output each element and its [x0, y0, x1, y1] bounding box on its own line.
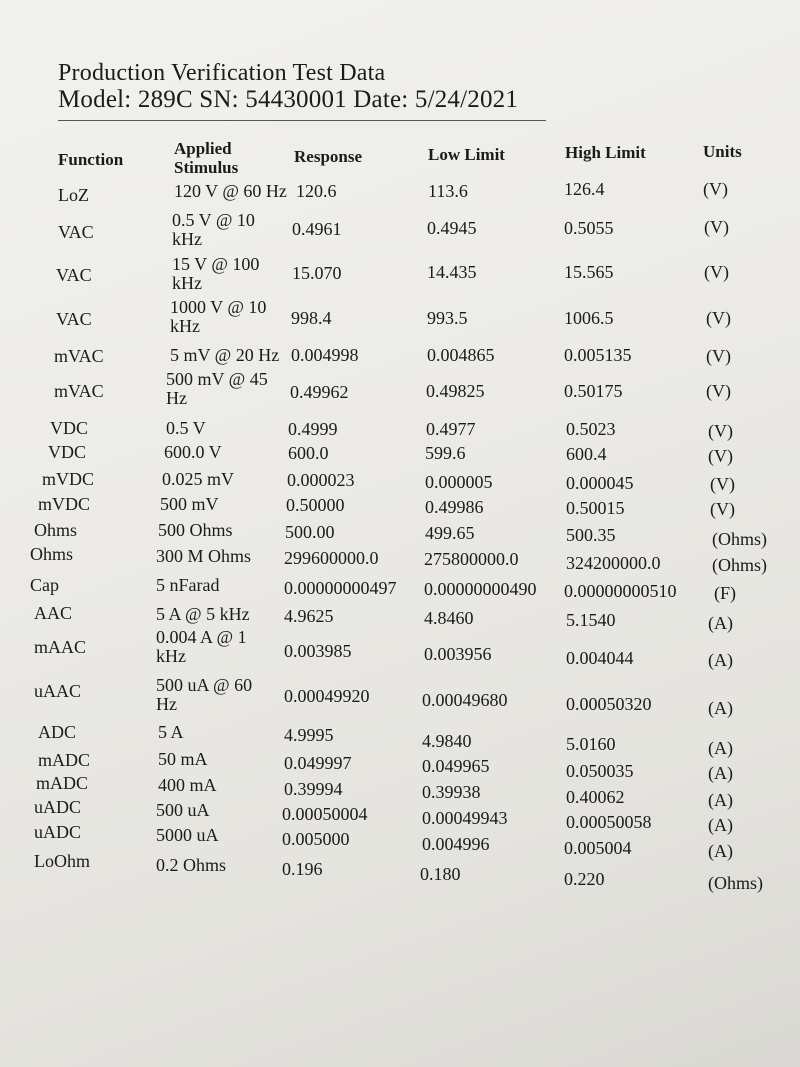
stimulus-cell: 500 uA — [156, 800, 210, 820]
stimulus-cell: 5 A @ 5 kHz — [156, 604, 250, 624]
high-limit-cell: 324200000.0 — [566, 553, 661, 573]
units-cell: (A) — [708, 650, 733, 670]
stimulus-cell: 500 Ohms — [158, 520, 233, 540]
high-limit-cell: 126.4 — [564, 179, 605, 199]
high-limit-cell: 0.000045 — [566, 473, 634, 493]
response-cell: 299600000.0 — [284, 548, 379, 568]
response-cell: 0.003985 — [284, 641, 352, 661]
stimulus-cell: 15 V @ 100 kHz — [172, 254, 260, 293]
low-limit-cell: 0.00049680 — [422, 690, 508, 710]
header-function: Function — [58, 150, 124, 169]
units-cell: (Ohms) — [712, 555, 767, 575]
model-serial-date-line: Model: 289C SN: 54430001 Date: 5/24/2021 — [58, 86, 519, 113]
stimulus-cell: 0.5 V @ 10 kHz — [172, 210, 255, 249]
response-cell: 120.6 — [296, 181, 337, 201]
units-cell: (Ohms) — [712, 529, 767, 549]
function-cell: VDC — [48, 442, 87, 462]
high-limit-cell: 0.00050058 — [566, 812, 652, 832]
low-limit-cell: 4.9840 — [422, 731, 472, 751]
stimulus-cell: 0.2 Ohms — [156, 855, 227, 875]
low-limit-cell: 113.6 — [428, 181, 468, 201]
function-cell: VAC — [56, 309, 92, 329]
stimulus-cell: 5 mV @ 20 Hz — [170, 345, 280, 365]
stimulus-cell: 120 V @ 60 Hz — [174, 181, 287, 201]
low-limit-cell: 0.049965 — [422, 756, 490, 776]
stimulus-cell: 0.5 V — [166, 418, 206, 438]
high-limit-cell: 0.00000000510 — [564, 581, 677, 601]
response-cell: 998.4 — [291, 308, 332, 328]
units-cell: (V) — [708, 421, 733, 441]
units-cell: (A) — [708, 738, 733, 758]
low-limit-cell: 599.6 — [425, 443, 466, 463]
low-limit-cell: 0.003956 — [424, 644, 492, 664]
header-units: Units — [703, 142, 742, 161]
document-title: Production Verification Test Data — [58, 60, 386, 86]
function-cell: VAC — [58, 222, 94, 242]
high-limit-cell: 0.050035 — [566, 761, 634, 781]
units-cell: (A) — [708, 613, 733, 633]
stimulus-cell: 300 M Ohms — [156, 546, 252, 566]
units-cell: (V) — [706, 308, 731, 328]
units-cell: (V) — [704, 262, 729, 282]
high-limit-cell: 0.00050320 — [566, 694, 652, 714]
units-cell: (A) — [708, 815, 733, 835]
function-cell: LoOhm — [34, 851, 90, 871]
function-cell: uADC — [34, 822, 82, 842]
units-cell: (A) — [708, 698, 733, 718]
stimulus-cell: 5 A — [158, 722, 184, 742]
header-response: Response — [294, 147, 363, 166]
high-limit-cell: 0.005004 — [564, 838, 632, 858]
response-cell: 0.00050004 — [282, 804, 368, 824]
units-cell: (V) — [706, 381, 731, 401]
response-cell: 500.00 — [285, 522, 335, 542]
response-cell: 0.005000 — [282, 829, 350, 849]
function-cell: VDC — [50, 418, 89, 438]
response-cell: 0.4961 — [292, 219, 342, 239]
low-limit-cell: 275800000.0 — [424, 549, 519, 569]
function-cell: mADC — [38, 750, 91, 770]
high-limit-cell: 0.004044 — [566, 648, 634, 668]
stimulus-cell: 5000 uA — [156, 825, 219, 845]
units-cell: (V) — [710, 474, 735, 494]
function-cell: AAC — [34, 603, 73, 623]
low-limit-cell: 0.49825 — [426, 381, 485, 401]
function-cell: ADC — [38, 722, 77, 742]
low-limit-cell: 0.180 — [420, 864, 461, 884]
units-cell: (A) — [708, 790, 733, 810]
low-limit-cell: 0.004865 — [427, 345, 495, 365]
units-cell: (V) — [710, 499, 735, 519]
high-limit-cell: 1006.5 — [564, 308, 614, 328]
stimulus-cell: 600.0 V — [164, 442, 222, 462]
high-limit-cell: 5.0160 — [566, 734, 616, 754]
high-limit-cell: 5.1540 — [566, 610, 616, 630]
response-cell: 0.49962 — [290, 382, 349, 402]
stimulus-cell: 5 nFarad — [156, 575, 220, 595]
low-limit-cell: 0.000005 — [425, 472, 493, 492]
low-limit-cell: 499.65 — [425, 523, 475, 543]
low-limit-cell: 0.00049943 — [422, 808, 508, 828]
high-limit-cell: 600.4 — [566, 444, 607, 464]
stimulus-cell: 1000 V @ 10 kHz — [170, 297, 267, 336]
units-cell: (V) — [708, 446, 733, 466]
high-limit-cell: 0.5055 — [564, 218, 614, 238]
low-limit-cell: 4.8460 — [424, 608, 474, 628]
response-cell: 0.004998 — [291, 345, 359, 365]
function-cell: uAAC — [34, 681, 82, 701]
high-limit-cell: 0.5023 — [566, 419, 616, 439]
title-underline — [58, 120, 546, 121]
response-cell: 4.9995 — [284, 725, 334, 745]
high-limit-cell: 0.220 — [564, 869, 605, 889]
stimulus-cell: 50 mA — [158, 749, 208, 769]
low-limit-cell: 0.49986 — [425, 497, 484, 517]
function-cell: mVAC — [54, 346, 104, 366]
response-cell: 0.049997 — [284, 753, 352, 773]
response-cell: 0.196 — [282, 859, 323, 879]
stimulus-cell: 0.025 mV — [162, 469, 234, 489]
function-cell: LoZ — [58, 185, 89, 205]
units-cell: (F) — [714, 583, 736, 603]
high-limit-cell: 0.50015 — [566, 498, 625, 518]
function-cell: mVDC — [42, 469, 95, 489]
response-cell: 15.070 — [292, 263, 342, 283]
stimulus-cell: 500 mV @ 45 Hz — [166, 369, 268, 408]
function-cell: mAAC — [34, 637, 87, 657]
units-cell: (Ohms) — [708, 873, 763, 893]
high-limit-cell: 0.50175 — [564, 381, 623, 401]
function-cell: VAC — [56, 265, 92, 285]
function-cell: Cap — [30, 575, 59, 595]
high-limit-cell: 0.005135 — [564, 345, 632, 365]
response-cell: 0.000023 — [287, 470, 355, 490]
function-cell: mADC — [36, 773, 89, 793]
response-cell: 600.0 — [288, 443, 329, 463]
function-cell: mVAC — [54, 381, 104, 401]
response-cell: 4.9625 — [284, 606, 334, 626]
low-limit-cell: 14.435 — [427, 262, 477, 282]
low-limit-cell: 0.4977 — [426, 419, 476, 439]
units-cell: (V) — [706, 346, 731, 366]
header-high-limit: High Limit — [565, 143, 646, 162]
function-cell: Ohms — [30, 544, 74, 564]
response-cell: 0.4999 — [288, 419, 338, 439]
function-cell: uADC — [34, 797, 82, 817]
low-limit-cell: 0.39938 — [422, 782, 481, 802]
high-limit-cell: 0.40062 — [566, 787, 625, 807]
high-limit-cell: 500.35 — [566, 525, 616, 545]
response-cell: 0.00049920 — [284, 686, 370, 706]
units-cell: (A) — [708, 841, 733, 861]
response-cell: 0.50000 — [286, 495, 345, 515]
stimulus-cell: 500 mV — [160, 494, 219, 514]
units-cell: (V) — [703, 179, 728, 199]
units-cell: (V) — [704, 217, 729, 237]
header-low-limit: Low Limit — [428, 145, 505, 164]
function-cell: Ohms — [34, 520, 78, 540]
header-applied-stimulus: Applied Stimulus — [174, 139, 239, 177]
stimulus-cell: 400 mA — [158, 775, 217, 795]
low-limit-cell: 0.004996 — [422, 834, 490, 854]
low-limit-cell: 0.4945 — [427, 218, 477, 238]
high-limit-cell: 15.565 — [564, 262, 614, 282]
stimulus-cell: 0.004 A @ 1 kHz — [156, 627, 247, 666]
response-cell: 0.00000000497 — [284, 578, 397, 598]
function-cell: mVDC — [38, 494, 91, 514]
low-limit-cell: 0.00000000490 — [424, 579, 537, 599]
stimulus-cell: 500 uA @ 60 Hz — [156, 675, 253, 714]
response-cell: 0.39994 — [284, 779, 343, 799]
units-cell: (A) — [708, 763, 733, 783]
low-limit-cell: 993.5 — [427, 308, 468, 328]
